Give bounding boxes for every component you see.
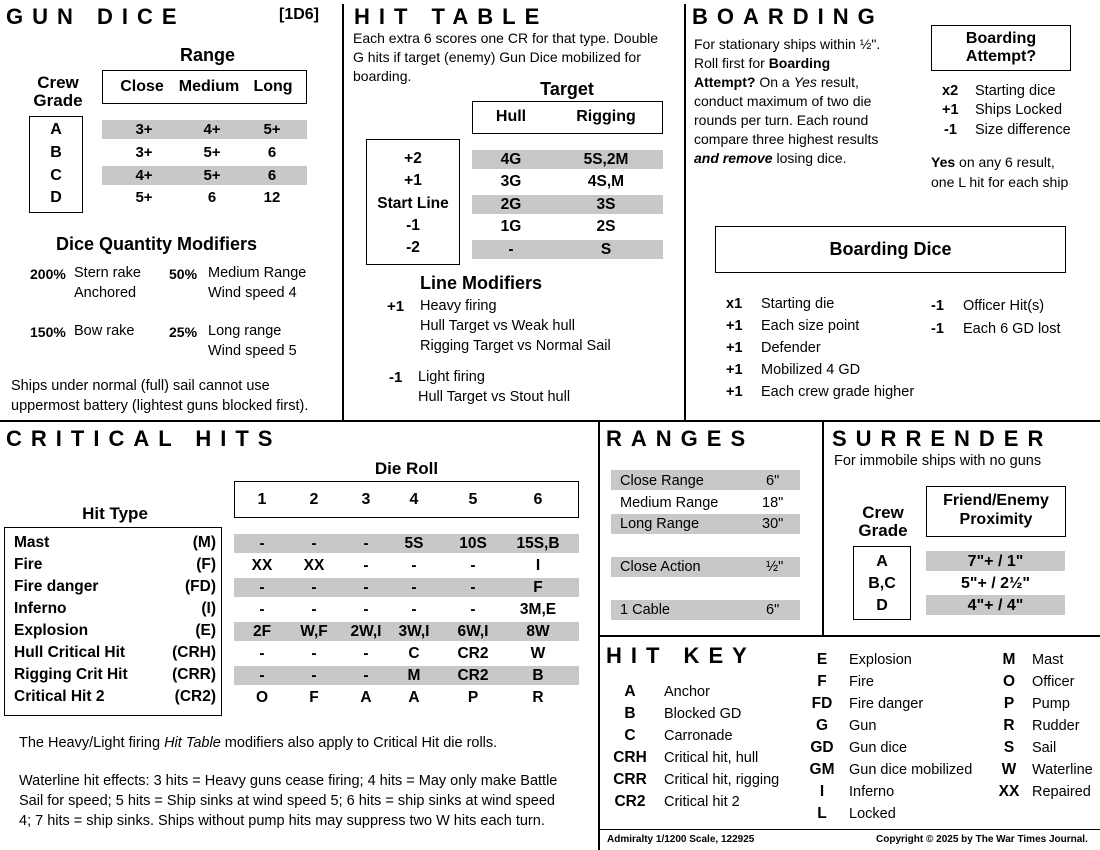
hit-type-code: (CRH) [172, 644, 216, 661]
dice-mod-text: Officer Hit(s) [963, 298, 1045, 314]
hit-type-code: (F) [196, 556, 216, 573]
boarding-text: Roll first for Boarding [694, 55, 831, 71]
crit-cell: F [533, 579, 543, 596]
key-text: Officer [1032, 674, 1075, 690]
sail-note: Ships under normal (full) sail cannot use [11, 378, 270, 394]
gun-cell: 3+ [135, 121, 153, 138]
divider [0, 420, 1100, 422]
divider [684, 4, 686, 420]
roll: 5 [468, 491, 478, 508]
attempt-mod-text: Starting dice [975, 83, 1056, 99]
hit-type-code: (FD) [185, 578, 216, 595]
section-title: RANGES [606, 426, 755, 451]
key-text: Gun [849, 718, 877, 734]
gun-cell: 6 [267, 167, 277, 184]
range-label: Close Action [620, 559, 701, 575]
hit-intro: boarding. [353, 68, 412, 84]
divider [598, 829, 1100, 830]
hit-type-name: Hull Critical Hit [14, 644, 126, 661]
dice-mod-text: Starting die [761, 296, 835, 312]
hit-type-code: (M) [192, 534, 216, 551]
copyright: Copyright © 2025 by The War Times Journal. [876, 834, 1088, 845]
key-abbr: B [624, 705, 636, 722]
key-abbr: GD [810, 739, 834, 756]
dqm-text: Long range [208, 323, 282, 339]
crit-cell: W,F [300, 623, 328, 640]
grade: A [50, 121, 62, 138]
sail-note: uppermost battery (lightest guns blocked first). [11, 398, 309, 414]
section-title: SURRENDER [832, 426, 1053, 451]
crit-cell: 10S [459, 535, 487, 552]
proximity-value: 5"+ / 2½" [961, 575, 1030, 592]
crit-cell: - [411, 601, 417, 618]
key-text: Blocked GD [664, 706, 742, 722]
roll: 1 [257, 491, 267, 508]
dice-mod: +1 [726, 362, 743, 378]
proximity-value: 7"+ / 1" [967, 553, 1024, 570]
grade: B,C [868, 575, 896, 592]
crit-cell: - [311, 645, 317, 662]
dqm-pct: 50% [169, 266, 198, 282]
crit-cell: CR2 [457, 645, 489, 662]
dqm-pct: 200% [30, 266, 66, 282]
grade: A [876, 553, 888, 570]
dice-mod: +1 [726, 318, 743, 334]
crit-cell: - [363, 667, 369, 684]
crew-grade-header: Grade [33, 91, 83, 110]
key-text: Inferno [849, 784, 895, 800]
range-value: 6" [766, 473, 780, 489]
attempt-label: Boarding [965, 30, 1037, 47]
gun-cell: 4+ [203, 121, 221, 138]
line-label: -2 [406, 239, 420, 256]
dice-mod: x1 [726, 296, 743, 312]
crit-cell: - [311, 579, 317, 596]
section-title: HIT KEY [606, 643, 756, 668]
dice-mod: +1 [726, 384, 743, 400]
range-value: 30" [762, 516, 784, 532]
dqm-title: Dice Quantity Modifiers [56, 234, 258, 254]
crit-cell: - [411, 557, 417, 574]
key-text: Critical hit, rigging [664, 772, 780, 788]
dqm-pct: 150% [30, 324, 66, 340]
key-text: Sail [1032, 740, 1057, 756]
hit-type-name: Fire [14, 556, 43, 573]
die-roll-header: Die Roll [374, 459, 439, 478]
range-value: 18" [762, 495, 784, 511]
crit-cell: 2W,I [350, 623, 382, 640]
crew-grade-header: Grade [858, 521, 908, 540]
roll: 4 [409, 491, 419, 508]
crit-cell: A [360, 689, 372, 706]
hit-cell: S [600, 241, 612, 258]
proximity-label: Proximity [959, 511, 1033, 528]
crit-cell: - [363, 645, 369, 662]
crit-cell: F [309, 689, 319, 706]
dqm-text: Medium Range [208, 265, 307, 281]
crew-grade-header: Crew [37, 73, 79, 92]
hit-cell: 1G [500, 218, 522, 235]
dqm-text: Wind speed 5 [208, 343, 297, 359]
proximity-label: Friend/Enemy [943, 492, 1049, 509]
crit-cell: 2F [252, 623, 272, 640]
waterline-note: Waterline hit effects: 3 hits = Heavy guns cease firing; 4 hits = May only make Battle [19, 773, 558, 789]
range-value: 6" [766, 602, 780, 618]
hit-type-code: (E) [195, 622, 216, 639]
crit-cell: M [407, 667, 421, 684]
boarding-text: compare three highest results [694, 131, 879, 147]
divider [598, 635, 1100, 637]
dice-mod-text: Mobilized 4 GD [761, 362, 861, 378]
crit-cell: R [532, 689, 544, 706]
range-label: Medium Range [620, 495, 719, 511]
dqm-pct: 25% [169, 324, 198, 340]
key-text: Fire [849, 674, 874, 690]
hit-type-code: (I) [201, 600, 216, 617]
die-label: [1D6] [279, 6, 320, 23]
crit-cell: - [363, 601, 369, 618]
crit-cell: - [259, 645, 265, 662]
crit-cell: - [470, 557, 476, 574]
range-medium: Medium [178, 78, 240, 95]
section-title: GUN DICE [6, 4, 186, 29]
gun-cell: 4+ [135, 167, 153, 184]
attempt-mod: +1 [942, 102, 959, 118]
hit-cell: 2G [500, 196, 522, 213]
key-abbr: E [816, 651, 828, 668]
hit-cell: 3G [500, 173, 522, 190]
crit-cell: - [311, 535, 317, 552]
key-text: Locked [849, 806, 896, 822]
crit-cell: A [408, 689, 420, 706]
boarding-text: rounds per turn. Each round [694, 112, 869, 128]
gun-cell: 3+ [135, 144, 153, 161]
crit-cell: 6W,I [457, 623, 489, 640]
line-mod-title: Line Modifiers [420, 273, 543, 293]
gun-cell: 6 [207, 189, 217, 206]
boarding-text: and remove losing dice. [694, 150, 847, 166]
section-title: BOARDING [692, 4, 884, 29]
crit-note: The Heavy/Light firing Hit Table modifiers also apply to Critical Hit die rolls. [19, 735, 498, 751]
key-text: Mast [1032, 652, 1064, 668]
hit-type-code: (CRR) [172, 666, 216, 683]
crit-cell: XX [303, 557, 325, 574]
hit-type-name: Rigging Crit Hit [14, 666, 128, 683]
crit-cell: - [363, 557, 369, 574]
yes-note: Yes on any 6 result, [931, 154, 1055, 170]
grade: D [50, 189, 62, 206]
hit-type-name: Explosion [14, 622, 89, 639]
key-text: Pump [1032, 696, 1070, 712]
mod-text: Heavy firing [420, 298, 497, 314]
key-text: Gun dice mobilized [849, 762, 973, 778]
range-header: Range [179, 45, 235, 65]
crit-cell: - [411, 579, 417, 596]
crit-cell: O [255, 689, 269, 706]
line-label: +1 [404, 172, 422, 189]
mod-text: Light firing [418, 369, 485, 385]
boarding-text: Attempt? On a Yes result, [694, 74, 859, 90]
crit-cell: B [532, 667, 544, 684]
line-label: -1 [406, 217, 420, 234]
gun-cell: 5+ [203, 144, 221, 161]
attempt-mod: -1 [944, 122, 957, 138]
dice-mod-text: Each 6 GD lost [963, 321, 1061, 337]
key-abbr: CRR [613, 771, 647, 788]
crit-cell: 5S [404, 535, 424, 552]
mod-value: +1 [387, 298, 405, 315]
target-header: Target [540, 79, 594, 99]
hit-type-header: Hit Type [82, 504, 148, 523]
range-label: Long Range [620, 516, 700, 532]
attempt-mod: x2 [942, 83, 959, 99]
hit-cell: 4S,M [587, 173, 625, 190]
waterline-note: 4; 7 hits = ship sinks. Ships without pump hits may suppress two W hits each turn. [19, 813, 545, 829]
col-rigging: Rigging [576, 108, 636, 125]
dice-mod-text: Defender [761, 340, 821, 356]
dice-mod-text: Each crew grade higher [761, 384, 915, 400]
key-text: Anchor [664, 684, 710, 700]
key-abbr: C [624, 727, 636, 744]
roll: 2 [309, 491, 319, 508]
hit-type-name: Inferno [14, 600, 67, 617]
dice-mod: +1 [726, 340, 743, 356]
key-abbr: XX [998, 783, 1020, 800]
hit-type-name: Critical Hit 2 [14, 688, 105, 705]
key-abbr: CRH [613, 749, 647, 766]
key-abbr: I [819, 783, 825, 800]
section-title: CRITICAL HITS [6, 426, 282, 451]
crit-cell: 15S,B [516, 535, 560, 552]
crit-cell: - [259, 579, 265, 596]
key-abbr: S [1003, 739, 1015, 756]
crit-cell: - [363, 535, 369, 552]
gun-cell: 12 [263, 189, 281, 206]
range-close: Close [120, 78, 164, 95]
crit-cell: - [259, 601, 265, 618]
scale-note: Admiralty 1/1200 Scale, 122925 [607, 834, 755, 845]
boarding-text: conduct maximum of two die [694, 93, 872, 109]
roll: 6 [533, 491, 543, 508]
crit-cell: - [311, 601, 317, 618]
proximity-value: 4"+ / 4" [967, 597, 1024, 614]
key-abbr: P [1003, 695, 1015, 712]
hit-cell: 2S [596, 218, 616, 235]
crit-cell: - [470, 579, 476, 596]
hit-type-code: (CR2) [174, 688, 216, 705]
dice-mod: -1 [931, 321, 944, 337]
key-text: Fire danger [849, 696, 924, 712]
divider [822, 420, 824, 636]
crit-cell: - [259, 535, 265, 552]
crit-cell: I [535, 557, 541, 574]
grade: B [50, 144, 62, 161]
grade: C [50, 167, 62, 184]
dqm-text: Anchored [74, 285, 137, 301]
key-abbr: O [1002, 673, 1016, 690]
hit-cell: 3S [596, 196, 616, 213]
attempt-mod-text: Ships Locked [975, 102, 1063, 118]
boarding-dice-title: Boarding Dice [829, 239, 952, 259]
key-abbr: R [1003, 717, 1015, 734]
dqm-text: Stern rake [74, 265, 141, 281]
crit-cell: - [259, 667, 265, 684]
mod-text: Hull Target vs Stout hull [418, 389, 571, 405]
key-abbr: L [817, 805, 827, 822]
range-long: Long [253, 78, 293, 95]
dqm-text: Wind speed 4 [208, 285, 297, 301]
attempt-mod-text: Size difference [975, 122, 1071, 138]
section-title: HIT TABLE [354, 4, 549, 29]
boarding-text: For stationary ships within ½". [694, 36, 881, 52]
range-value: ½" [766, 559, 784, 575]
dice-mod: -1 [931, 298, 944, 314]
hit-cell: - [508, 241, 514, 258]
line-label: +2 [404, 150, 422, 167]
key-text: Gun dice [849, 740, 908, 756]
key-text: Critical hit 2 [664, 794, 740, 810]
crit-cell: P [467, 689, 479, 706]
crit-cell: - [311, 667, 317, 684]
key-abbr: CR2 [614, 793, 646, 810]
key-text: Carronade [664, 728, 733, 744]
gun-cell: 5+ [203, 167, 221, 184]
line-label: Start Line [377, 195, 449, 212]
dice-mod-text: Each size point [761, 318, 860, 334]
hit-intro: G hits if target (enemy) Gun Dice mobilized for [353, 49, 641, 65]
mod-value: -1 [389, 369, 403, 386]
hit-intro: Each extra 6 scores one CR for that type. Double [353, 30, 659, 46]
key-abbr: FD [811, 695, 833, 712]
gun-cell: 5+ [263, 121, 281, 138]
crew-grade-header: Crew [862, 503, 904, 522]
crit-cell: 3W,I [398, 623, 430, 640]
crit-cell: XX [251, 557, 273, 574]
grade: D [876, 597, 888, 614]
crit-cell: 3M,E [519, 601, 557, 618]
key-text: Rudder [1032, 718, 1080, 734]
key-abbr: F [817, 673, 827, 690]
waterline-note: Sail for speed; 5 hits = Ship sinks at wind speed 5; 6 hits = ship sinks at wind speed [19, 793, 555, 809]
surrender-subtitle: For immobile ships with no guns [834, 453, 1042, 469]
crit-cell: - [363, 579, 369, 596]
crit-cell: - [470, 601, 476, 618]
divider [342, 4, 344, 420]
key-abbr: GM [809, 761, 835, 778]
range-label: 1 Cable [620, 602, 670, 618]
key-abbr: G [815, 717, 829, 734]
key-text: Explosion [849, 652, 912, 668]
crit-cell: 8W [526, 623, 550, 640]
crit-cell: C [408, 645, 420, 662]
key-text: Critical hit, hull [664, 750, 759, 766]
key-text: Repaired [1032, 784, 1091, 800]
hit-cell: 4G [500, 151, 522, 168]
key-abbr: M [1002, 651, 1016, 668]
crit-cell: W [530, 645, 546, 662]
hit-type-name: Fire danger [14, 578, 99, 595]
hit-cell: 5S,2M [583, 151, 629, 168]
key-abbr: A [624, 683, 636, 700]
key-abbr: W [1001, 761, 1017, 778]
crit-cell: CR2 [457, 667, 489, 684]
hit-type-name: Mast [14, 534, 50, 551]
dqm-text: Bow rake [74, 323, 135, 339]
key-text: Waterline [1032, 762, 1093, 778]
yes-note: one L hit for each ship [931, 174, 1069, 190]
attempt-label: Attempt? [965, 48, 1037, 65]
gun-cell: 6 [267, 144, 277, 161]
roll: 3 [361, 491, 371, 508]
mod-text: Rigging Target vs Normal Sail [420, 338, 611, 354]
col-hull: Hull [495, 108, 527, 125]
range-label: Close Range [620, 473, 704, 489]
mod-text: Hull Target vs Weak hull [420, 318, 576, 334]
gun-cell: 5+ [135, 189, 153, 206]
